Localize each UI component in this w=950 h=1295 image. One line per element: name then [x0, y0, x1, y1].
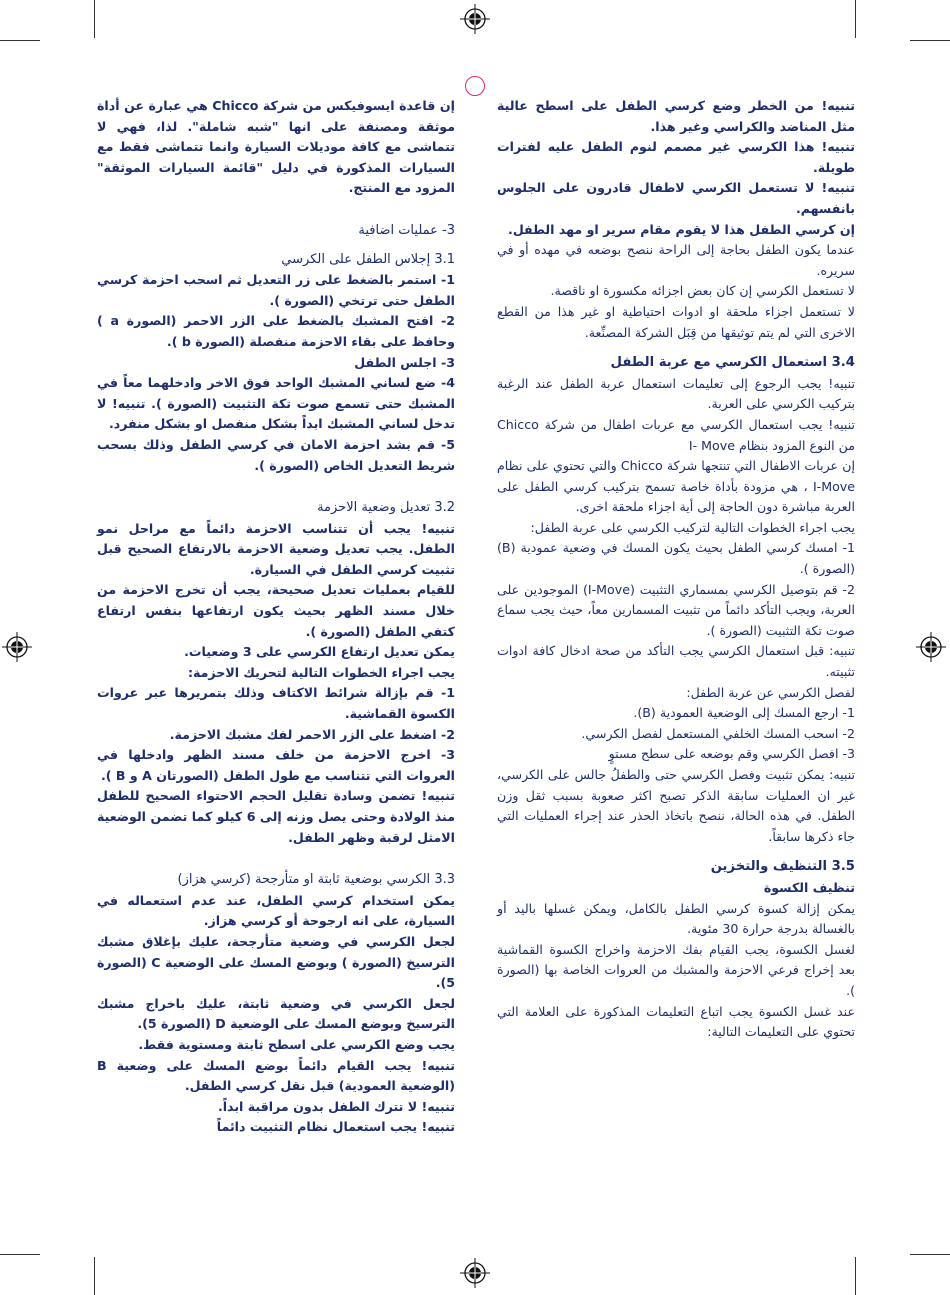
paragraph: 3- اجلس الطفل — [354, 354, 455, 370]
crop-mark-bottom-right — [855, 1257, 856, 1295]
crop-mark-right-top — [910, 40, 950, 41]
paragraph: لا تستعمل اجزاء ملحقة او ادوات احتياطية او غير هذا من القطع الاخرى التي لم يتم توثيقها من قِبَل الشركة المصنِّعة. — [497, 303, 855, 340]
paragraph: لغسل الكسوة، يجب القيام بفك الاحزمة واخراج الكسوة القماشية بعد إخراج فرعي الاحزمة والمشبك من العروات الخاصة بها (الصورة ). — [497, 941, 855, 998]
paragraph: عند غسل الكسوة يجب اتباع التعليمات المذكورة على العلامة التي تحتوي على التعليمات التالية: — [497, 1003, 855, 1040]
paragraph: 4- ضع لساني المشبك الواحد فوق الاخر وادخلهما معاً في المشبك حتى تسمع صوت تكة التثبيت (الصورة ). تنبيه! لا تدخل لساني المشبك ابداً بشكل منفصل او بشكل منفرد. — [97, 375, 455, 432]
paragraph: 1- استمر بالضغط على زر التعديل ثم اسحب احزمة كرسي الطفل حتى ترتخي (الصورة ). — [97, 272, 455, 308]
paragraph: لجعل الكرسي في وضعية متأرجحة، عليك بإغلاق مشبك الترسيخ (الصورة ) وبوضع المسك على الوضعية C (الصورة 5). — [97, 933, 455, 991]
paragraph: تنبيه! يجب استعمال الكرسي مع عربات اطفال من شركة Chicco من النوع المزود بنظام I- Move — [497, 416, 855, 453]
paragraph: 1- قم بإزالة شرائط الاكتاف وذلك بتمريرها عبر عروات الكسوة القماشية. — [97, 685, 455, 722]
paragraph: 2- افتح المشبك بالضغط على الزر الاحمر (الصورة a ) وحافظ على بقاء الاحزمة منفصلة (الصورة b ). — [97, 313, 456, 349]
paragraph: 5- قم بشد احزمة الامان في كرسي الطفل وذلك بسحب شريط التعديل الخاص (الصورة ). — [97, 436, 455, 473]
paragraph: يجب وضع الكرسي على اسطح ثابتة ومستوية فقط. — [138, 1036, 455, 1052]
paragraph: 2- اسحب المسك الخلفي المستعمل لفصل الكرسي. — [581, 725, 855, 741]
paragraph: إن قاعدة ايسوفيكس من شركة Chicco هي عبارة عن أداة موثقة ومصنفة على انها "شبه شاملة". لذا، فهي لا تتماشى مع كافة موديلات السيارة وانما تتماشى فقط مع السيارات المذكورة في دليل "قائمة السيارات الموثقة" المزود مع المنتج. — [97, 98, 456, 196]
left-text-column — [97, 96, 455, 1138]
paragraph-spacer — [97, 848, 455, 862]
paragraph: يمكن تعديل ارتفاع الكرسي على 3 وضعيات. — [184, 644, 455, 660]
paragraph: تنبيه: قبل استعمال الكرسي يجب التأكد من صحة ادخال كافة ادوات تثبيته. — [497, 643, 855, 680]
crop-mark-left-top — [0, 40, 40, 41]
section-heading: 3.1 إجلاس الطفل على الكرسي — [281, 251, 455, 267]
paragraph: 2- قم بتوصيل الكرسي بمسماري التثبيت (I-Move) الموجودين على العربة، ويجب التأكد دائماً من تثبيت المسمارين معاً، حيث يجب سماع صوت تكة التثبيت (الصورة ). — [497, 581, 855, 638]
paragraph: تنبيه! من الخطر وضع كرسي الطفل على اسطح عالية مثل المناضد والكراسي وغير هذا. — [497, 98, 855, 134]
paragraph: تنبيه! هذا الكرسي غير مصمم لنوم الطفل عليه لفترات طويلة. — [497, 139, 855, 175]
paragraph: يجب اجراء الخطوات التالية لتحريك الاحزمة: — [187, 664, 455, 680]
paragraph: تنبيه! يجب الرجوع إلى تعليمات استعمال عربة الطفل عند الرغبة بتركيب الكرسي على العربة. — [497, 375, 855, 412]
paragraph: تنبيه! يجب استعمال نظام التثبيت دائماً — [216, 1119, 455, 1135]
paragraph-spacer — [97, 199, 455, 213]
paragraph: 1- امسك كرسي الطفل بحيث يكون المسك في وضعية عمودية (B) (الصورة ). — [497, 540, 855, 577]
section-heading: 3.5 التنظيف والتخزين — [710, 859, 855, 875]
crop-mark-top-right — [855, 0, 856, 38]
paragraph-spacer — [97, 476, 455, 490]
paragraph: تنبيه! تضمن وسادة تقليل الحجم الاحتواء الصحيح للطفل منذ الولادة وحتى يصل وزنه إلى 6 كيلو كما تضمن الوضعية الامثل لرقبة وظهر الطفل. — [97, 788, 455, 845]
paragraph: للقيام بعمليات تعديل صحيحة، يجب أن تخرج الاحزمة من خلال مسند الظهر بحيث يكون ارتفاعها بنفس ارتفاع كتفي الطفل (الصورة ). — [97, 582, 455, 639]
paragraph: تنبيه! يجب القيام دائماً بوضع المسك على وضعية B (الوضعية العمودية) قبل نقل كرسي الطفل. — [97, 1057, 455, 1094]
crop-mark-left-bottom — [0, 1254, 40, 1255]
registration-mark-bottom-icon — [460, 1258, 490, 1288]
registration-mark-left-icon — [2, 632, 32, 662]
crop-mark-top-left — [94, 0, 95, 38]
paragraph: عندما يكون الطفل بحاجة إلى الراحة ننصح بوضعه في مهده أو في سريره. — [497, 242, 855, 278]
paragraph: تنبيه! لا تترك الطفل بدون مراقبة ابداً. — [217, 1098, 455, 1114]
paragraph: لجعل الكرسي في وضعية ثابتة، عليك باخراج مشبك الترسيخ وبوضع المسك على الوضعية D (الصورة 5). — [97, 995, 455, 1032]
crop-mark-right-bottom — [910, 1254, 950, 1255]
paragraph: يجب اجراء الخطوات التالية لتركيب الكرسي على عربة الطفل: — [530, 519, 855, 535]
paragraph: تنظيف الكسوة — [763, 879, 855, 895]
section-heading: 3- عمليات اضافية — [358, 222, 455, 238]
section-heading: 3.2 تعديل وضعية الاحزمة — [317, 500, 455, 516]
paragraph: لفصل الكرسي عن عربة الطفل: — [686, 684, 855, 700]
paragraph: 3- افصل الكرسي وقم بوضعه على سطح مستوٍ — [608, 746, 855, 762]
paragraph: يمكن إزالة كسوة كرسي الطفل بالكامل، ويمكن غسلها باليد أو بالغسالة بدرجة حرارة 30 مئوية. — [497, 900, 855, 937]
paragraph: إن كرسي الطفل هذا لا يقوم مقام سرير او مهد الطفل. — [508, 221, 855, 237]
section-heading: 3.3 الكرسي بوضعية ثابتة او متأرجحة (كرسي هزاز) — [177, 872, 455, 888]
registration-mark-right-icon — [916, 632, 946, 662]
paragraph: 1- ارجع المسك إلى الوضعية العمودية (B). — [633, 705, 855, 721]
right-text-column — [497, 96, 855, 1043]
paragraph: تنبيه: يمكن تثبيت وفصل الكرسي حتى والطفلُ جالس على الكرسي، غير ان العمليات سابقة الذكر تصبح اكثر صعوبة بسبب ثقل وزن الطفل. في هذه الحالة، ننصح باتخاذ الحذر عند إجراء العمليات التي جاء ذكرها سابقاً. — [497, 767, 855, 844]
paragraph: لا تستعمل الكرسي إن كان بعض اجزائه مكسورة او ناقصة. — [550, 283, 855, 299]
paragraph: تنبيه! لا تستعمل الكرسي لاطفال قادرون على الجلوس بانفسهم. — [497, 180, 855, 216]
paragraph: 2- اضغط على الزر الاحمر لفك مشبك الاحزمة. — [169, 726, 455, 742]
paragraph: 3- اخرج الاحزمة من خلف مسند الظهر وادخلها في العروات التي تتناسب مع طول الطفل (الصورتان A و B ). — [97, 747, 455, 783]
paragraph: إن عربات الاطفال التي تنتجها شركة Chicco والتي تحتوي على نظام I-Move ، هي مزودة بأداة خاصة تسمح بتركيب كرسي الطفل على العربة مباشرة دون الحاجة إلى أية اجزاء ملحقة اخرى. — [497, 458, 855, 515]
paragraph: تنبيه! يجب أن تتناسب الاحزمة دائماً مع مراحل نمو الطفل. يجب تعديل وضعية الاحزمة بالارتفاع الصحيح قبل تثبيت كرسي الطفل في السيارة. — [97, 520, 455, 577]
page-marker-circle-icon — [465, 76, 485, 96]
paragraph: يمكن استخدام كرسي الطفل، عند عدم استعماله في السيارة، على انه ارجوحة أو كرسي هزاز. — [97, 892, 455, 929]
crop-mark-bottom-left — [94, 1257, 95, 1295]
section-heading: 3.4 استعمال الكرسي مع عربة الطفل — [610, 355, 855, 371]
registration-mark-top-icon — [460, 4, 490, 34]
